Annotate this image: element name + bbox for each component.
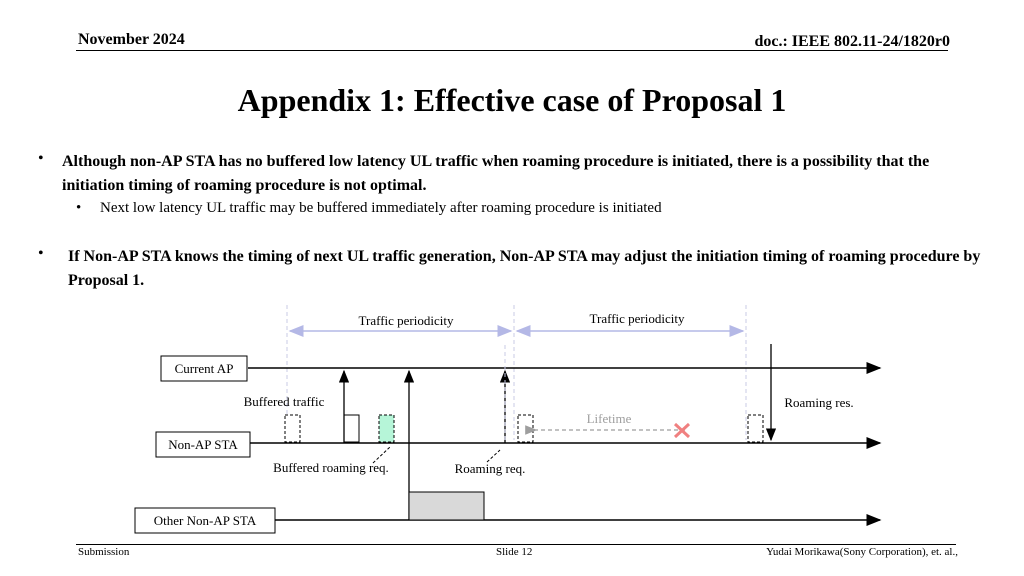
footer-slide-number: Slide 12 [496,546,533,558]
roaming-res-label: Roaming res. [784,395,854,410]
header-rule [76,50,948,51]
header-date: November 2024 [78,31,185,48]
footer-author: Yudai Morikawa(Sony Corporation), et. al., [766,546,958,558]
traffic-periodicity-label-1: Traffic periodicity [358,313,454,328]
footer-rule [76,544,956,545]
current-ap-label: Current AP [174,361,234,376]
buffered-traffic-label: Buffered traffic [243,394,325,409]
footer-submission: Submission [78,546,130,558]
header-doc-id: doc.: IEEE 802.11-24/1820r0 [754,33,950,50]
other-sta-transmission-block [409,492,484,520]
slide-title: Appendix 1: Effective case of Proposal 1 [237,82,787,118]
other-non-ap-sta-label: Other Non-AP STA [153,513,257,528]
bullet-2-text: If Non-AP STA knows the timing of next UL traffic generation, Non-AP STA may adjust the initiation timing of roaming procedure by Proposal 1. [68,248,981,289]
lifetime-label: Lifetime [586,411,632,426]
buffered-roaming-req-frame [379,415,394,442]
buffered-traffic-slot-3 [748,415,763,442]
roaming-req-label: Roaming req. [454,461,526,476]
buffered-traffic-slot-1 [285,415,300,442]
bullet-2-marker: • [38,245,44,262]
ul-traffic-frame [344,415,359,442]
buffered-roaming-req-label: Buffered roaming req. [273,460,389,475]
bullet-1-marker: • [38,150,44,167]
non-ap-sta-label: Non-AP STA [168,437,238,452]
bullet-1-sub-marker: • [76,200,82,216]
buffered-traffic-slot-2 [518,415,533,442]
traffic-periodicity-label-2: Traffic periodicity [589,311,685,326]
timing-diagram [0,300,1024,540]
bullet-1-sub-text: Next low latency UL traffic may be buffered immediately after roaming procedure is initiated [100,200,662,216]
bullet-1-text: Although non-AP STA has no buffered low latency UL traffic when roaming procedure is initiated, there is a possibility that the initiation timing of roaming procedure is not optimal. [62,153,930,194]
